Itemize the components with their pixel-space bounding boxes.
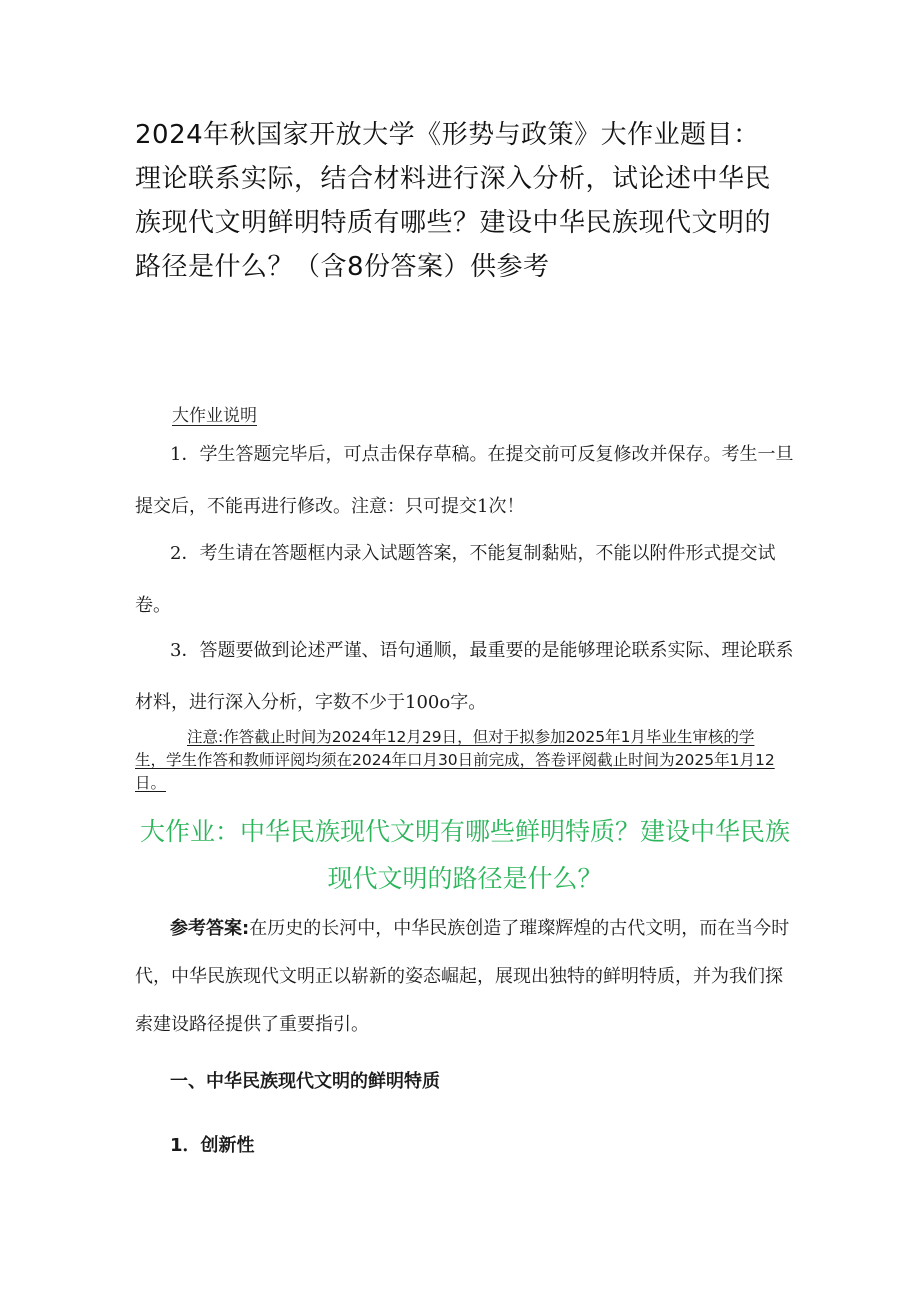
sub-heading: 1．创新性 [170, 1135, 255, 1156]
section-heading: 一、中华民族现代文明的鲜明特质 [170, 1071, 440, 1092]
instruction-item-3: 3．答题要做到论述严谨、语句通顺，最重要的是能够理论联系实际、理论联系材料，进行深入分析，字数不少于100o字。 [135, 640, 794, 713]
answer-text: 在历史的长河中，中华民族创造了璀璨辉煌的古代文明，而在当今时代，中华民族现代文明正以崭新的姿态崛起，展现出独特的鲜明特质，并为我们探索建设路径提供了重要指引。 [135, 918, 790, 1035]
answer-label: 参考答案: [170, 918, 250, 939]
deadline-notice: 注意:作答截止时间为2024年12月29日，但对于拟参加2025年1月毕业生审核的学生，学生作答和教师评阅均须在2024年口月30日前完成，答卷评阅截止时间为2025年1月12日。 [135, 728, 775, 792]
instruction-item-2: 2．考生请在答题框内录入试题答案，不能复制黏贴，不能以附件形式提交试卷。 [135, 543, 776, 616]
instruction-item-1: 1．学生答题完毕后，可点击保存草稿。在提交前可反复修改并保存。考生一旦提交后，不能再进行修改。注意：只可提交1次！ [135, 444, 794, 517]
document-title: 2024年秋国家开放大学《形势与政策》大作业题目：理论联系实际，结合材料进行深入分析，试论述中华民族现代文明鲜明特质有哪些？建设中华民族现代文明的路径是什么？（含8份答案）供参考 [135, 120, 772, 282]
instructions-heading: 大作业说明 [172, 406, 257, 426]
essay-title: 大作业：中华民族现代文明有哪些鲜明特质？建设中华民族现代文明的路径是什么？ [140, 817, 791, 893]
reference-answer [135, 905, 795, 1049]
